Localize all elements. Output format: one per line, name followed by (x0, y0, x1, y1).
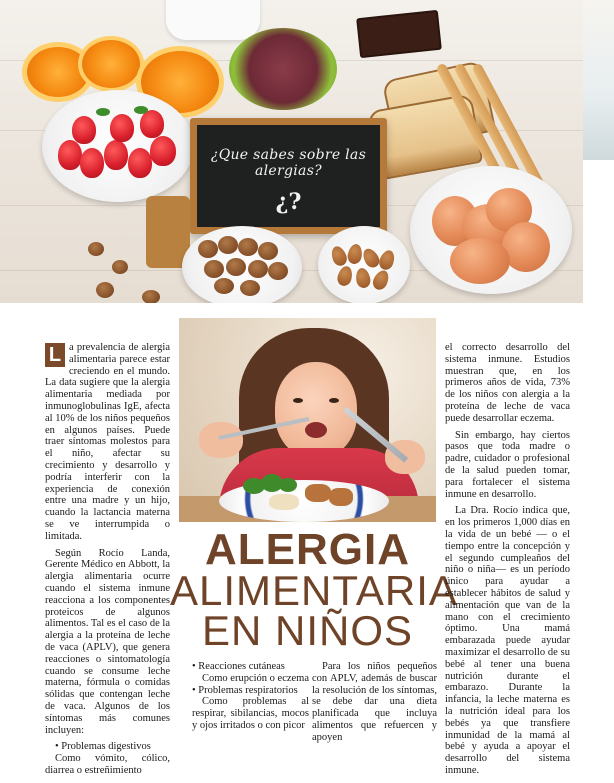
strawberry (80, 148, 104, 178)
strawberry (150, 136, 176, 166)
strawberry (140, 110, 164, 138)
paragraph: Para los niños pequeños con APLV, además de buscar la resolución de los síntomas, se debe dar una dieta planificada que incluya alimentos que refuercen y apoyen (312, 661, 437, 743)
bullet-item: • Problemas digestivos (55, 741, 151, 753)
chalkboard (190, 118, 387, 234)
paragraph: Como erupción o eczema (202, 672, 309, 684)
article-headline (170, 525, 458, 654)
paragraph: Sin embargo, hay ciertos pasos que toda madre o padre, cuidador o profesional de la salud pueden tomar, para fortalecer el sistema inmune en desarrollo. (445, 429, 570, 500)
headline-line-1: ALERGIA (205, 525, 410, 574)
article-column-1 (45, 342, 170, 782)
paragraph (45, 342, 170, 543)
strawberry (72, 116, 96, 144)
adjacent-page-edge (583, 0, 614, 160)
chocolate (356, 10, 442, 58)
article-column-3 (445, 342, 570, 782)
article-column-2a (192, 661, 309, 737)
strawberry (58, 140, 82, 170)
drop-cap: L (45, 343, 65, 367)
child-eating-photo (179, 318, 436, 522)
strawberry (104, 140, 128, 170)
paragraph: Como problemas al respirar, sibilancias, mocos y ojos irritados o con picor (192, 696, 309, 731)
beans-bowl (229, 28, 337, 110)
headline-line-2: ALIMENTARIA (170, 567, 458, 614)
bullet-item: • Problemas respiratorios (192, 684, 298, 696)
paragraph: Como vómito, cólico, diarrea o estreñimiento (45, 753, 170, 776)
bullet-item: • Reacciones cutáneas (192, 661, 285, 672)
strawberry (110, 114, 134, 142)
egg (450, 238, 510, 284)
paragraph: Según Rocío Landa, Gerente Médico en Abbott, la alergia alimentaria ocurre cuando el sistema inmune reacciona a los componentes proteicos de algunos alimentos. Tal es el caso de la alergia a la proteína de leche de vaca (APLV), que genera reacciones o sintomatología cuando se consume leche materna, fórmula o comidas sólidas que contengan leche de vaca. Algunos de los síntomas más comunes incluyen: (45, 547, 170, 736)
headline-line-3: EN NIÑOS (201, 607, 414, 654)
chalkboard-question: ¿Que sabes sobre las alergias? (210, 147, 367, 179)
almond-bowl (318, 226, 410, 303)
chalkboard-marks: ¿? (275, 189, 302, 215)
article-column-2b (312, 661, 437, 749)
hero-photo (0, 0, 583, 303)
paragraph: La Dra. Rocío indica que, en los primeros 1,000 días en la vida de un bebé — o el tiempo entre la concepción y el segundo cumpleaños del niño o niña— es un período único para ayudar a establecer hábitos de salud y alimentación que van de la mano con el crecimiento óptimo. Una mamá embarazada puede ayudar maximizar el desarrollo de su bebé al tener una buena nutrición durante el embarazo. Durante la infancia, la leche materna es la nutrición ideal para los bebés ya que transfiere inmunidad de la mamá al bebé y ayuda a apoyar el desarrollo del sistema inmune. (445, 505, 570, 776)
strawberry (128, 148, 152, 178)
paragraph-text: a prevalencia de alergia alimentaria parece estar creciendo en el mundo. La data sugiere que la alergia alimentaria mediada por inmunoglobulinas IgE, afecta al 10% de los niños pequeños en algunos países. Puede traer síntomas molestos para el niño, afectar su crecimiento y desarrollo y podría interferir con la experiencia de conexión entre una madre y un hijo, cuando la lactancia materna se ve interrumpida o limitada. (45, 342, 170, 542)
paragraph: el correcto desarrollo del sistema inmune. Estudios muestran que, en los primeros años de vida, 73% de los niños con alergia a la proteína de leche de vaca puede desarrollar eczema. (445, 342, 570, 424)
